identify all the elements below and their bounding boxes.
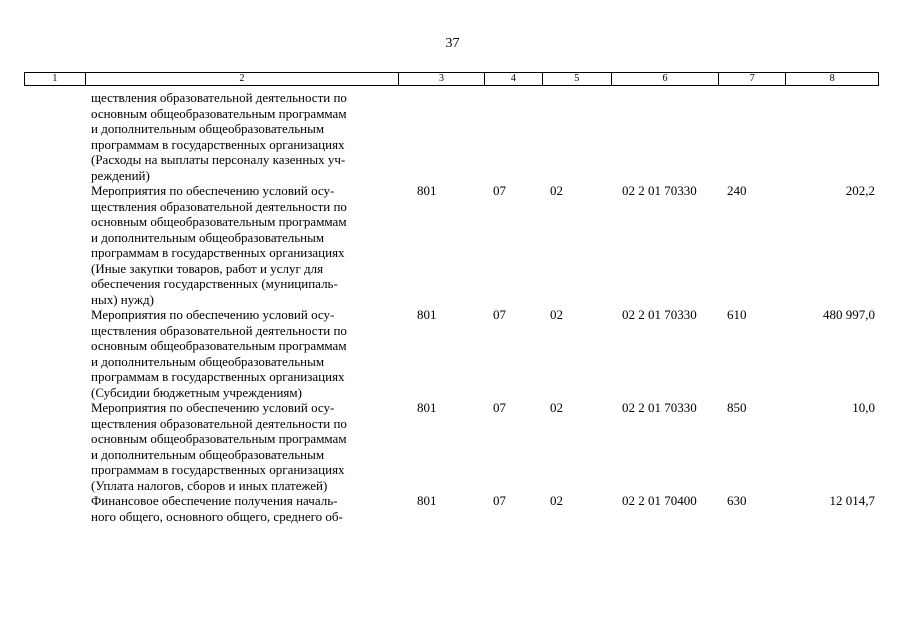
sum-cell: 202,2: [845, 183, 875, 198]
grbs-cell: 801: [417, 400, 437, 415]
column-header-4: 4: [485, 73, 543, 85]
csr-cell: 02 2 01 70330: [622, 400, 697, 415]
csr-cell: 02 2 01 70330: [622, 307, 697, 322]
pr-cell: 02: [550, 493, 563, 508]
row-index-cell: [24, 307, 85, 400]
description-line: (Иные закупки товаров, работ и услуг для: [91, 260, 324, 276]
table-row: [24, 183, 879, 307]
description-line: обеспечения государственных (муниципаль-: [91, 276, 338, 291]
column-header-6: 6: [612, 73, 720, 85]
grbs-cell: 801: [417, 493, 437, 508]
csr-cell: 02 2 01 70400: [622, 493, 697, 508]
row-description: [85, 400, 399, 493]
grbs-cell: 801: [417, 307, 437, 322]
vr-cell: 850: [727, 400, 747, 415]
column-header-5: 5: [543, 73, 612, 85]
page-number: 37: [445, 36, 460, 51]
description-line: основным общеобразовательным программам: [91, 105, 347, 121]
description-line: ного общего, основного общего, среднего об-: [91, 508, 343, 524]
description-line: (Субсидии бюджетным учреждениям): [91, 384, 302, 400]
rz-cell: [485, 90, 543, 183]
description-line: основным общеобразовательным программам: [91, 214, 347, 229]
vr-cell: 240: [727, 183, 747, 198]
sum-cell: 480 997,0: [823, 307, 875, 322]
description-line: реждений): [91, 167, 150, 183]
row-index-cell: [24, 400, 85, 493]
row-description: [85, 307, 399, 400]
description-line: (Уплата налогов, сборов и иных платежей): [91, 477, 328, 493]
rz-cell: 07: [493, 493, 506, 508]
column-header-7: 7: [719, 73, 786, 85]
column-header-3: 3: [399, 73, 485, 85]
vr-cell: 610: [727, 307, 747, 322]
table-row: [24, 400, 879, 493]
description-line: основным общеобразовательным программам: [91, 431, 347, 446]
grbs-cell: 801: [417, 183, 437, 198]
description-line: ществления образовательной деятельности по: [91, 322, 347, 338]
csr-cell: [612, 90, 720, 183]
pr-cell: 02: [550, 307, 563, 322]
grbs-cell: [399, 90, 485, 183]
vr-cell: [720, 90, 787, 183]
description-line: программам в государственных организациях: [91, 462, 345, 477]
row-description: [85, 183, 399, 307]
description-line: Мероприятия по обеспечению условий осу-: [91, 183, 335, 198]
description-line: ных) нужд): [91, 291, 154, 307]
description-line: Мероприятия по обеспечению условий осу-: [91, 400, 335, 415]
table-header-row: [24, 72, 879, 86]
table-row: [24, 307, 879, 400]
description-line: программам в государственных организациях: [91, 369, 345, 384]
column-header-2: 2: [86, 73, 399, 85]
row-description: [85, 90, 399, 183]
description-line: и дополнительным общеобразовательным: [91, 121, 325, 136]
description-line: программам в государственных организациях: [91, 136, 345, 152]
description-line: ществления образовательной деятельности по: [91, 90, 347, 105]
description-line: ществления образовательной деятельности по: [91, 415, 347, 431]
vr-cell: 630: [727, 493, 747, 508]
column-header-1: 1: [25, 73, 86, 85]
table-body: [24, 86, 879, 524]
table-row: [24, 90, 879, 183]
description-line: основным общеобразовательным программам: [91, 338, 347, 353]
row-index-cell: [24, 493, 85, 524]
description-line: Мероприятия по обеспечению условий осу-: [91, 307, 335, 322]
row-index-cell: [24, 90, 85, 183]
description-line: (Расходы на выплаты персоналу казенных уч-: [91, 152, 346, 167]
description-line: и дополнительным общеобразовательным: [91, 229, 325, 245]
description-line: ществления образовательной деятельности по: [91, 198, 347, 214]
row-description: [85, 493, 399, 524]
pr-cell: 02: [550, 183, 563, 198]
sum-cell: 12 014,7: [829, 493, 875, 508]
column-header-8: 8: [829, 73, 835, 84]
csr-cell: 02 2 01 70330: [622, 183, 697, 198]
table-row: [24, 493, 879, 524]
sum-cell: [787, 90, 879, 183]
rz-cell: 07: [493, 400, 506, 415]
rz-cell: 07: [493, 183, 506, 198]
description-line: программам в государственных организациях: [91, 245, 345, 260]
description-line: и дополнительным общеобразовательным: [91, 353, 325, 369]
description-line: и дополнительным общеобразовательным: [91, 446, 325, 462]
sum-cell: 10,0: [852, 400, 875, 415]
description-line: Финансовое обеспечение получения началь-: [91, 493, 338, 508]
pr-cell: [543, 90, 612, 183]
pr-cell: 02: [550, 400, 563, 415]
row-index-cell: [24, 183, 85, 307]
rz-cell: 07: [493, 307, 506, 322]
